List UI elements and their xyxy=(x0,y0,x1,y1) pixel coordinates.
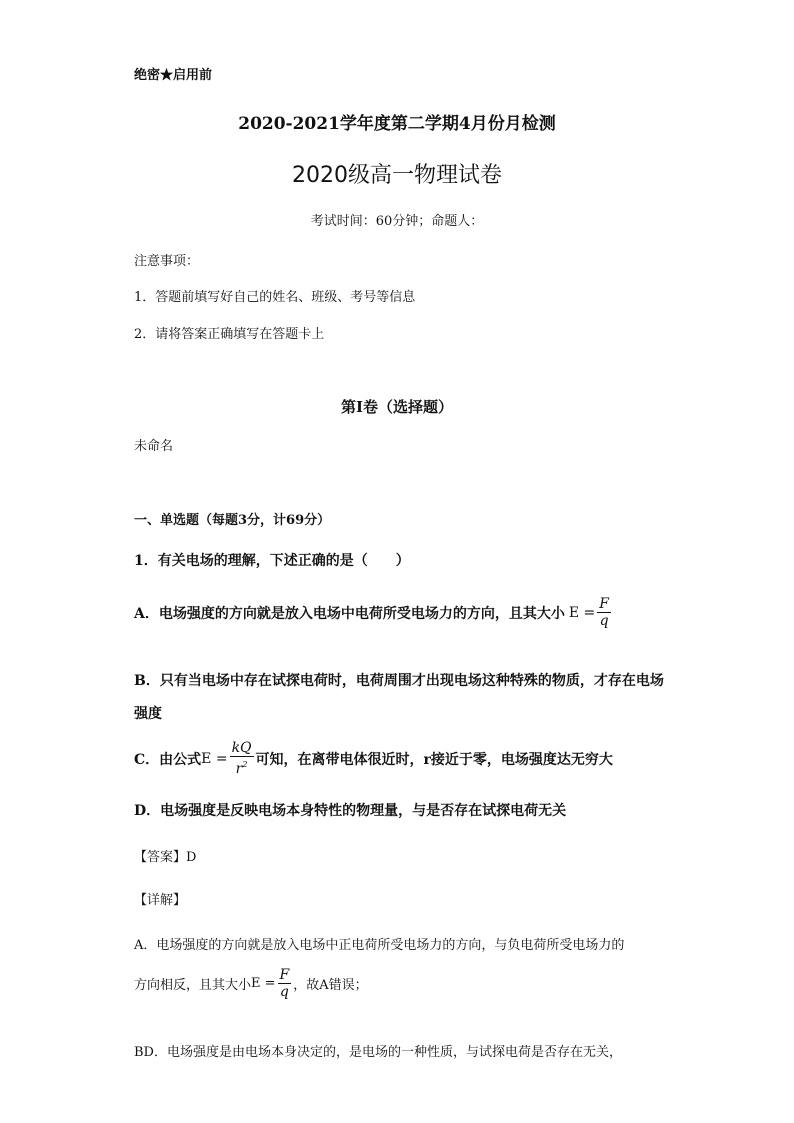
subject-title: 2020级高一物理试卷 xyxy=(292,163,502,188)
notice-item-2: 2．请将答案正确填写在答题卡上 xyxy=(134,327,325,342)
formula-denominator: q xyxy=(597,612,611,629)
detail-bd: BD．电场强度是由电场本身决定的，是电场的一种性质，与试探电荷是否存在无关， xyxy=(134,1045,622,1060)
formula-r2: $r^2$ xyxy=(230,756,254,777)
formula-e-label: E = xyxy=(568,604,596,621)
option-a-text: A．电场强度的方向就是放入电场中电荷所受电场力的方向，且其大小 xyxy=(134,605,565,622)
formula-f-over-q xyxy=(597,596,611,629)
question-stem: 1．有关电场的理解，下述正确的是（ ） xyxy=(134,553,410,569)
option-c-prefix: C．由公式 xyxy=(134,751,202,768)
section-title: 第I卷（选择题） xyxy=(340,398,454,416)
formula-kq: kQ xyxy=(231,740,252,756)
notice-item-1: 1．答题前填写好自己的姓名、班级、考号等信息 xyxy=(134,290,416,305)
part-heading: 一、单选题（每题3分，计69分） xyxy=(134,513,331,528)
section-unnamed: 未命名 xyxy=(134,439,174,454)
answer-line xyxy=(134,846,196,865)
option-d: D．电场强度是反映电场本身特性的物理量，与是否存在试探电荷无关 xyxy=(134,803,567,819)
exam-title: 2020-2021学年度第二学期4月份月检测 xyxy=(238,114,556,134)
formula-denominator-detail: q xyxy=(278,983,292,1000)
option-c-suffix: 可知，在离带电体很近时，r接近于零，电场强度达无穷大 xyxy=(255,751,613,768)
detail-a-prefix: 方向相反，且其大小 xyxy=(134,978,252,993)
detail-a-line2 xyxy=(134,967,368,1000)
formula-e-label-c: E = xyxy=(201,750,228,767)
detail-a-line1: A．电场强度的方向就是放入电场中正电荷所受电场力的方向，与负电荷所受电场力的 xyxy=(134,938,625,953)
detail-a-suffix: ，故A错误； xyxy=(293,978,368,993)
detail-label: 【详解】 xyxy=(134,893,187,908)
answer-label: 【答案】 xyxy=(134,850,187,865)
notice-heading: 注意事项： xyxy=(134,254,200,269)
answer-value: D xyxy=(186,850,197,865)
formula-f-over-q-detail xyxy=(278,967,292,1000)
formula-kq-over-r2 xyxy=(230,740,254,777)
secret-mark: 绝密★启用前 xyxy=(134,68,213,83)
exam-info: 考试时间：60分钟；命题人： xyxy=(310,214,484,229)
option-b-line1: B．只有当电场中存在试探电荷时，电荷周围才出现电场这种特殊的物质，才存在电场 xyxy=(134,673,664,689)
option-c xyxy=(134,740,613,777)
option-b-line2: 强度 xyxy=(134,706,162,722)
option-a xyxy=(134,596,613,629)
formula-numerator-detail: F xyxy=(279,967,290,983)
formula-numerator: F xyxy=(599,596,609,612)
formula-e-label-detail: E = xyxy=(251,976,276,991)
